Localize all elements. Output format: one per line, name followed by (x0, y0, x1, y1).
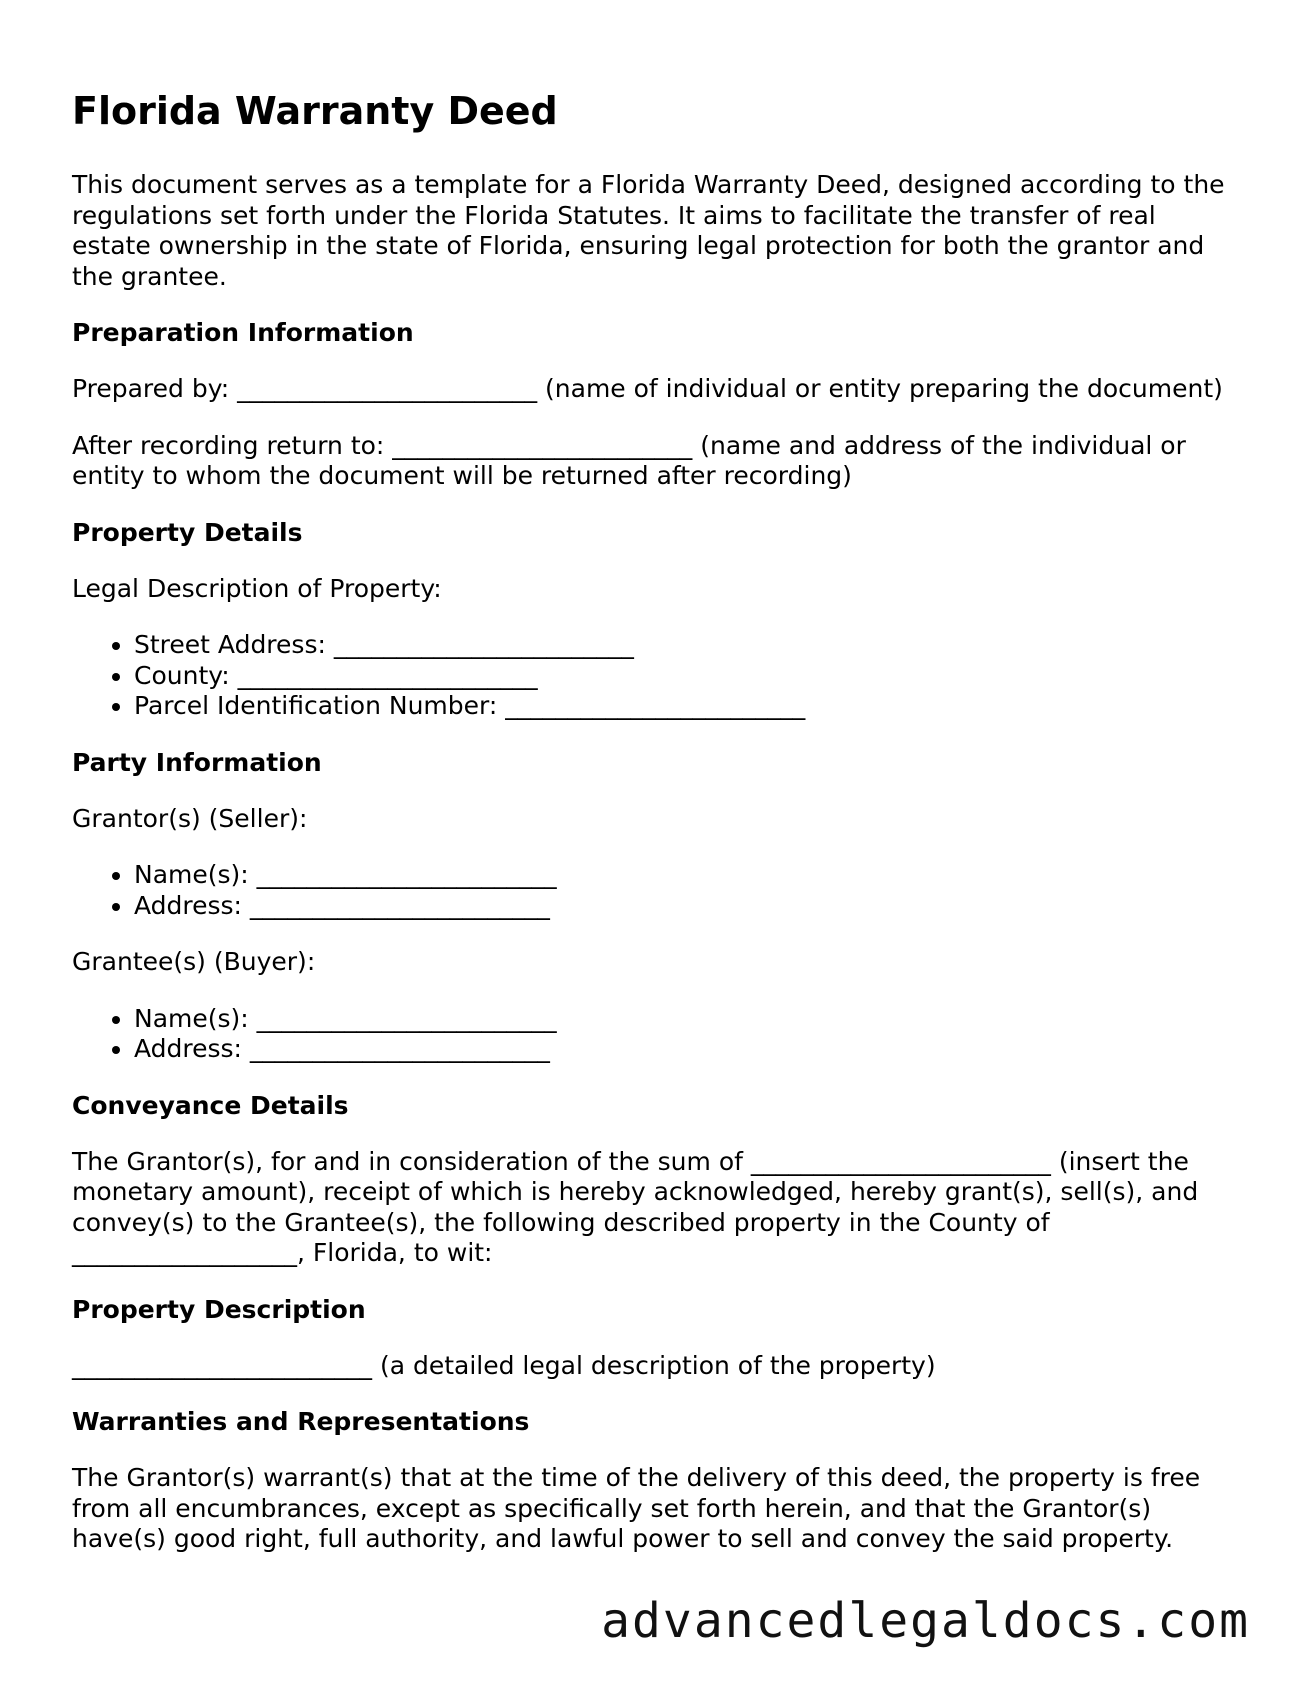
property-description-line: ________________________ (a detailed legal description of the property) (72, 1350, 936, 1380)
list-item-grantee-name: • Name(s): ________________________ (134, 1004, 1242, 1035)
conveyance-paragraph: The Grantor(s), for and in consideration of the sum of ________________________ (insert the monetary amount), receipt of which is hereby acknowledged, hereby grant(s), sell(s), and convey(s) to the Grantee(s), the following described property in the County of __________________, Florida, to wit: (72, 1146, 1199, 1267)
watermark-text: advancedlegaldocs.com (601, 1593, 1250, 1649)
grantor-list (72, 860, 1242, 921)
list-item-parcel-id: • Parcel Identification Number: ________________________ (134, 691, 1242, 722)
list-item-grantor-name: • Name(s): ________________________ (134, 860, 1242, 891)
conveyance-heading: Conveyance Details (72, 1090, 349, 1120)
property-description-heading: Property Description (72, 1294, 366, 1324)
list-item-grantee-address: • Address: ________________________ (134, 1034, 1242, 1065)
document-title: Florida Warranty Deed (72, 89, 558, 133)
list-item-grantor-address: • Address: ________________________ (134, 891, 1242, 922)
document-page (72, 0, 1242, 1555)
warranties-heading: Warranties and Representations (72, 1407, 530, 1436)
legal-description-label: Legal Description of Property: (72, 573, 442, 603)
grantor-label: Grantor(s) (Seller): (72, 803, 308, 833)
property-list (72, 630, 1242, 722)
grantee-label: Grantee(s) (Buyer): (72, 947, 316, 976)
list-item-county: • County: ________________________ (134, 661, 1242, 692)
warranties-paragraph: The Grantor(s) warrant(s) that at the time of the delivery of this deed, the property is free from all encumbrances, except as specifically set forth herein, and that the Grantor(s) have(s) good right, full authority, and lawful power to sell and convey the said property. (72, 1463, 1201, 1553)
prepared-by-line: Prepared by: ________________________ (name of individual or entity preparing the document) (72, 374, 1223, 403)
return-to-line: After recording return to: ________________________ (name and address of the individual or entity to whom the document will be returned after recording) (72, 430, 1186, 490)
intro-paragraph: This document serves as a template for a Florida Warranty Deed, designed according to the regulations set forth under the Florida Statutes. It aims to facilitate the transfer of real estate ownership in the state of Florida, ensuring legal protection for both the grantor and the grantee. (72, 170, 1225, 291)
preparation-heading: Preparation Information (72, 318, 414, 347)
property-heading: Property Details (72, 517, 303, 547)
grantee-list (72, 1004, 1242, 1065)
party-heading: Party Information (72, 747, 322, 777)
list-item-street-address: • Street Address: ________________________ (134, 630, 1242, 661)
